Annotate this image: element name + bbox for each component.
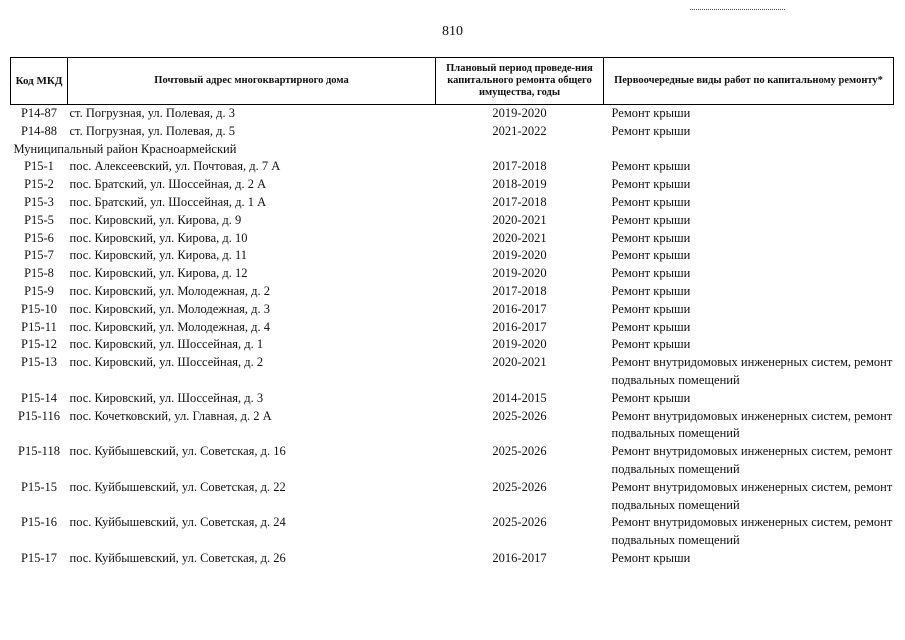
cell-code: Р15-11: [21, 319, 57, 334]
cell-period: 2017-2018: [492, 283, 547, 298]
cell-works: Ремонт крыши: [611, 337, 691, 352]
cell-code: Р15-5: [24, 212, 54, 227]
cell-period: 2016-2017: [492, 550, 547, 565]
cell-address: пос. Кировский, ул. Шоссейная, д. 3: [69, 390, 264, 405]
cell-period: 2019-2020: [492, 248, 547, 263]
cell-address: пос. Куйбышевский, ул. Советская, д. 22: [69, 479, 286, 494]
cell-code: Р15-13: [20, 355, 58, 370]
cell-works: Ремонт крыши: [611, 123, 691, 138]
cell-address: пос. Кировский, ул. Кирова, д. 9: [69, 212, 242, 227]
table-row: [11, 230, 894, 248]
cell-period: 2025-2026: [492, 479, 547, 494]
cell-period: 2019-2020: [492, 106, 547, 120]
cell-address: пос. Кочетковский, ул. Главная, д. 2 А: [69, 408, 272, 423]
table-row: [11, 176, 894, 194]
cell-period: 2018-2019: [492, 177, 547, 192]
cell-period: 2025-2026: [492, 444, 547, 459]
cell-period: 2020-2021: [492, 212, 547, 227]
cell-period: 2020-2021: [492, 355, 547, 370]
cell-code: Р15-8: [24, 266, 54, 281]
cell-address: пос. Куйбышевский, ул. Советская, д. 16: [69, 444, 286, 459]
table-row: [11, 265, 894, 283]
table-row: [11, 212, 894, 230]
cell-code: Р15-9: [24, 283, 54, 298]
cell-code: Р15-16: [20, 515, 58, 530]
cell-works: Ремонт крыши: [611, 319, 691, 334]
table-row: [11, 443, 894, 479]
table-header-row: [11, 58, 894, 105]
table-row: [11, 194, 894, 212]
cell-address: ст. Погрузная, ул. Полевая, д. 3: [69, 106, 235, 120]
cell-code: Р15-2: [24, 177, 54, 192]
table-row: [11, 319, 894, 337]
cell-works: Ремонт крыши: [611, 106, 691, 120]
table-row: [11, 479, 894, 515]
cell-code: Р14-87: [20, 106, 58, 120]
cell-works: Ремонт крыши: [611, 266, 691, 281]
cell-period: 2019-2020: [492, 337, 547, 352]
cell-code: Р15-118: [18, 444, 60, 459]
table-body: [11, 105, 894, 568]
cell-code: Р15-6: [24, 230, 54, 245]
cell-code: Р15-14: [20, 390, 58, 405]
table-row: [11, 514, 894, 550]
cell-address: пос. Кировский, ул. Кирова, д. 10: [69, 230, 248, 245]
cell-address: пос. Кировский, ул. Шоссейная, д. 2: [69, 355, 264, 370]
cell-address: пос. Куйбышевский, ул. Советская, д. 24: [69, 515, 286, 530]
capital-repair-table: [10, 57, 894, 568]
cell-works: Ремонт крыши: [611, 283, 691, 298]
cell-period: 2016-2017: [492, 319, 547, 334]
cell-code: Р15-12: [20, 337, 58, 352]
cell-code: Р15-17: [20, 550, 58, 565]
table-row: [11, 283, 894, 301]
cell-period: 2025-2026: [492, 515, 547, 530]
page-top-rule: [690, 9, 785, 10]
cell-address: ст. Погрузная, ул. Полевая, д. 5: [69, 123, 235, 138]
cell-address: пос. Кировский, ул. Шоссейная, д. 1: [69, 337, 264, 352]
cell-code: Р15-116: [18, 408, 60, 423]
cell-address: пос. Братский, ул. Шоссейная, д. 2 А: [69, 177, 267, 192]
cell-works: Ремонт внутридомовых инженерных систем, ремонт подвальных помещений: [611, 408, 893, 441]
cell-works: Ремонт внутридомовых инженерных систем, ремонт подвальных помещений: [611, 479, 893, 512]
table-row: [11, 105, 894, 123]
table-row: [11, 550, 894, 568]
cell-works: Ремонт крыши: [611, 177, 691, 192]
cell-code: Р15-15: [20, 479, 58, 494]
cell-period: 2021-2022: [492, 123, 547, 138]
table-row: [11, 247, 894, 265]
cell-period: 2025-2026: [492, 408, 547, 423]
cell-period: 2019-2020: [492, 266, 547, 281]
header-period: Плановый период проведе-ния капитального ремонта общего имущества, годы: [436, 58, 604, 105]
cell-address: пос. Кировский, ул. Молодежная, д. 2: [69, 283, 271, 298]
cell-works: Ремонт крыши: [611, 230, 691, 245]
cell-address: пос. Братский, ул. Шоссейная, д. 1 А: [69, 194, 267, 209]
cell-works: Ремонт крыши: [611, 301, 691, 316]
cell-period: 2016-2017: [492, 301, 547, 316]
table-row: [11, 158, 894, 176]
cell-address: пос. Кировский, ул. Кирова, д. 11: [69, 248, 248, 263]
cell-works: Ремонт внутридомовых инженерных систем, ремонт подвальных помещений: [611, 355, 893, 387]
table-row: [11, 408, 894, 444]
cell-works: Ремонт внутридомовых инженерных систем, ремонт подвальных помещений: [611, 444, 893, 476]
page-number: 810: [442, 24, 463, 39]
cell-works: Ремонт внутридомовых инженерных систем, ремонт подвальных помещений: [611, 515, 893, 548]
cell-works: Ремонт крыши: [611, 194, 691, 209]
cell-code: Р15-10: [20, 301, 58, 316]
cell-works: Ремонт крыши: [611, 390, 691, 405]
cell-works: Ремонт крыши: [611, 212, 691, 227]
cell-address: пос. Кировский, ул. Кирова, д. 12: [69, 266, 248, 281]
cell-period: 2017-2018: [492, 194, 547, 209]
table-row: [11, 354, 894, 390]
table-row: [11, 123, 894, 141]
cell-code: Р15-7: [24, 248, 54, 263]
cell-address: пос. Алексеевский, ул. Почтовая, д. 7 А: [69, 159, 281, 174]
section-title: Муниципальный район Красноармейский: [13, 141, 237, 156]
table-row: [11, 390, 894, 408]
cell-code: Р15-1: [24, 159, 54, 174]
table-row: [11, 336, 894, 354]
cell-period: 2017-2018: [492, 159, 547, 174]
cell-address: пос. Кировский, ул. Молодежная, д. 4: [69, 319, 271, 334]
cell-address: пос. Кировский, ул. Молодежная, д. 3: [69, 301, 271, 316]
cell-code: Р14-88: [20, 123, 58, 138]
cell-period: 2014-2015: [492, 390, 547, 405]
cell-address: пос. Куйбышевский, ул. Советская, д. 26: [69, 550, 286, 565]
cell-works: Ремонт крыши: [611, 550, 691, 565]
section-row: [11, 141, 894, 159]
cell-code: Р15-3: [24, 194, 54, 209]
header-code: Код МКД: [11, 58, 68, 105]
table-row: [11, 301, 894, 319]
header-works: Первоочередные виды работ по капитальному ремонту*: [604, 58, 894, 105]
cell-works: Ремонт крыши: [611, 248, 691, 263]
header-address: Почтовый адрес многоквартирного дома: [68, 58, 436, 105]
cell-period: 2020-2021: [492, 230, 547, 245]
cell-works: Ремонт крыши: [611, 159, 691, 174]
